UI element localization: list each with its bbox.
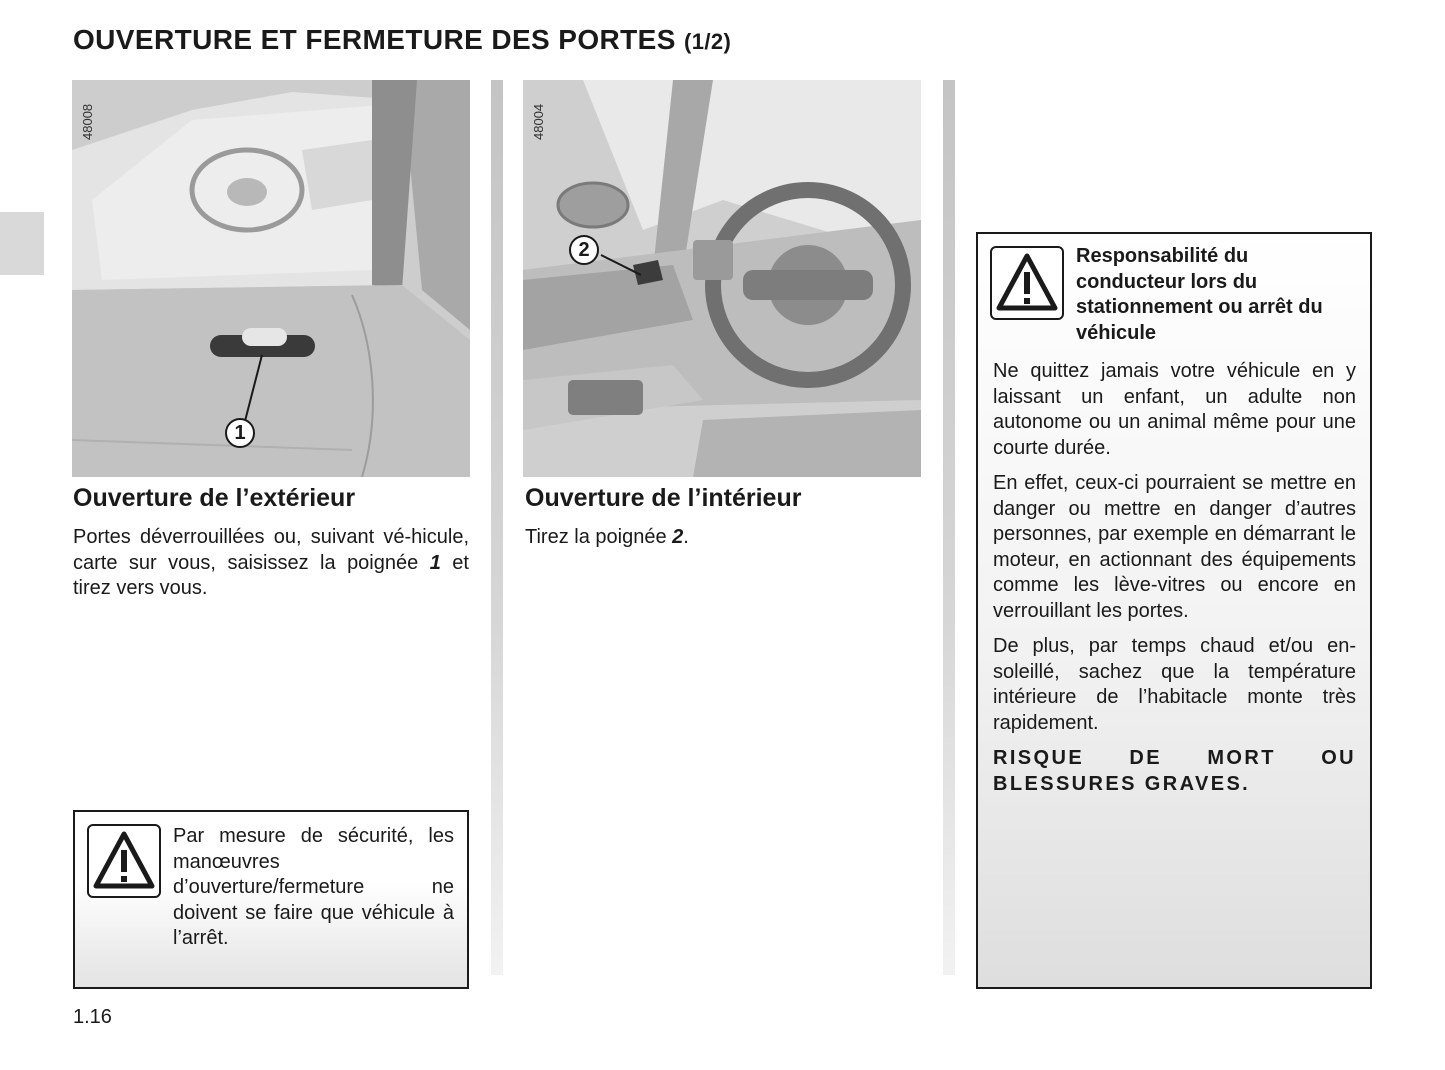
safety-warning-text: Par mesure de sécurité, les manœuvres d’ouverture/fermeture ne doivent se faire que véhicule à l’arrêt. (173, 825, 454, 949)
interior-handle-ref: 2 (672, 526, 684, 548)
warning-triangle-icon (87, 824, 161, 898)
page-number: 1.16 (73, 1006, 112, 1028)
safety-warning-box (73, 810, 469, 989)
exterior-handle-ref: 1 (429, 551, 441, 574)
warning-paragraph: De plus, par temps chaud et/ou en-soleillé, sachez que la température intérieure de l’habitacle monte très rapidement. (993, 635, 1356, 734)
warning-paragraph: Ne quittez jamais votre véhicule en y laissant un enfant, un adulte non autonome ou un animal même pour une courte durée. (993, 360, 1356, 459)
illustration-ref-code: 48004 (531, 103, 546, 140)
callout-marker-1: 1 (225, 418, 255, 448)
warning-paragraph: En effet, ceux-ci pourraient se mettre en danger ou mettre en danger d’autres personnes, par exemple en démarrant le moteur, en actionnant des équipements comme les lève-vitres ou encore en verrouillant les portes. (993, 472, 1356, 622)
exterior-text-part-1: Portes déverrouillées ou, suivant vé-hicule, carte sur vous, saisissez la poignée (73, 526, 469, 574)
interior-opening-text (525, 525, 921, 551)
car-exterior-drawing (72, 80, 470, 477)
danger-statement: RISQUE DE MORT OU BLESSURES GRAVES. (993, 747, 1356, 795)
page-part-indicator: (1/2) (684, 29, 732, 54)
exterior-opening-heading: Ouverture de l’extérieur (73, 484, 356, 512)
chapter-tab (0, 212, 44, 275)
column-separator-right (943, 80, 955, 975)
warning-title: Responsabilité du conducteur lors du stationnement ou arrêt du véhicule (1076, 245, 1323, 344)
exterior-opening-text (73, 525, 469, 602)
warning-triangle-icon (990, 246, 1064, 320)
exterior-door-illustration (72, 80, 470, 477)
illustration-ref-code: 48008 (80, 103, 95, 140)
interior-text-part-1: Tirez la poignée (525, 526, 673, 548)
column-separator-left (491, 80, 503, 975)
exterior-text-part-2: et tirez vers vous. (73, 551, 469, 599)
callout-marker-2: 2 (569, 235, 599, 265)
interior-opening-heading: Ouverture de l’intérieur (525, 484, 802, 512)
driver-responsibility-warning-box (976, 232, 1372, 989)
page-title (73, 24, 731, 56)
warning-body (993, 359, 1356, 807)
car-interior-drawing (523, 80, 921, 477)
page-title-text: OUVERTURE ET FERMETURE DES PORTES (73, 24, 676, 55)
interior-text-part-2: . (683, 526, 689, 548)
interior-cabin-illustration (523, 80, 921, 477)
